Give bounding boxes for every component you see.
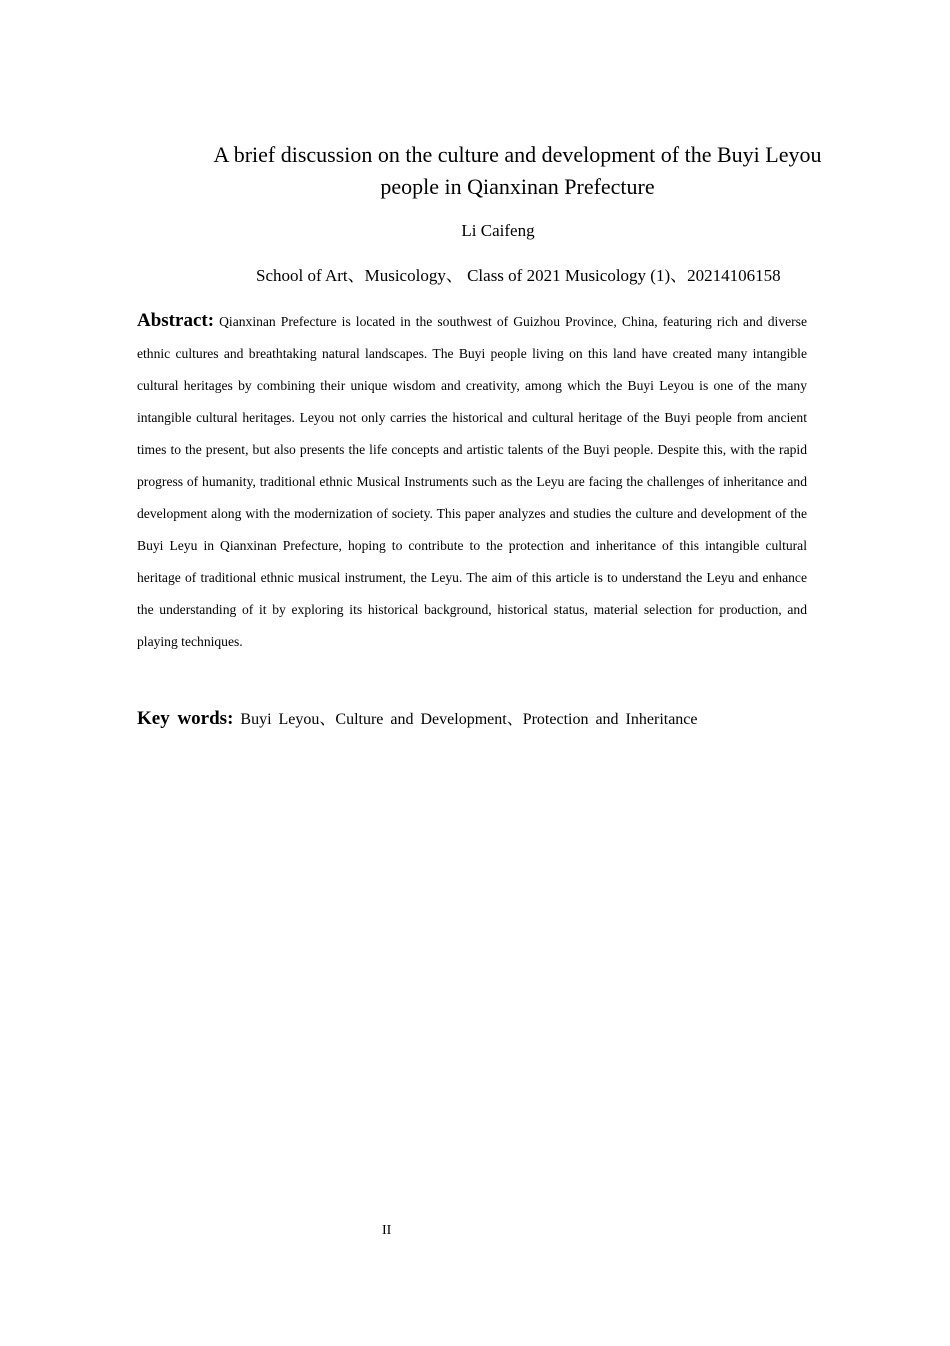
- keywords-label: Key words:: [137, 708, 234, 729]
- paper-title: A brief discussion on the culture and development of the Buyi Leyou people in Qianxinan Prefecture: [213, 142, 822, 199]
- keywords-text: Buyi Leyou、Culture and Development、Protection and Inheritance: [240, 711, 698, 728]
- abstract-label: Abstract:: [137, 310, 215, 331]
- author-name: Li Caifeng: [461, 221, 535, 240]
- author-affiliation: School of Art、Musicology、 Class of 2021 Musicology (1)、20214106158: [256, 266, 781, 285]
- page-number: II: [382, 1223, 392, 1238]
- keywords-section: [137, 703, 837, 736]
- abstract-text: Qianxinan Prefecture is located in the southwest of Guizhou Province, China, featuring rich and diverse ethnic cultures and breathtaking natural landscapes. The Buyi people living on this land have created many intangible cultural heritages by combining their unique wisdom and creativity, among which the Buyi Leyou is one of the many intangible cultural heritages. Leyou not only carries the historical and cultural heritage of the Buyi people from ancient times to the present, but also presents the life concepts and artistic talents of the Buyi people. Despite this, with the rapid progress of humanity, traditional ethnic Musical Instruments such as the Leyu are facing the challenges of inheritance and development along with the modernization of society. This paper analyzes and studies the culture and development of the Buyi Leyu in Qianxinan Prefecture, hoping to contribute to the protection and inheritance of this intangible cultural heritage of traditional ethnic musical instrument, the Leyu. The aim of this article is to understand the Leyu and enhance the understanding of it by exploring its historical background, historical status, material selection for production, and playing techniques.: [137, 314, 807, 649]
- abstract-section: [137, 305, 807, 658]
